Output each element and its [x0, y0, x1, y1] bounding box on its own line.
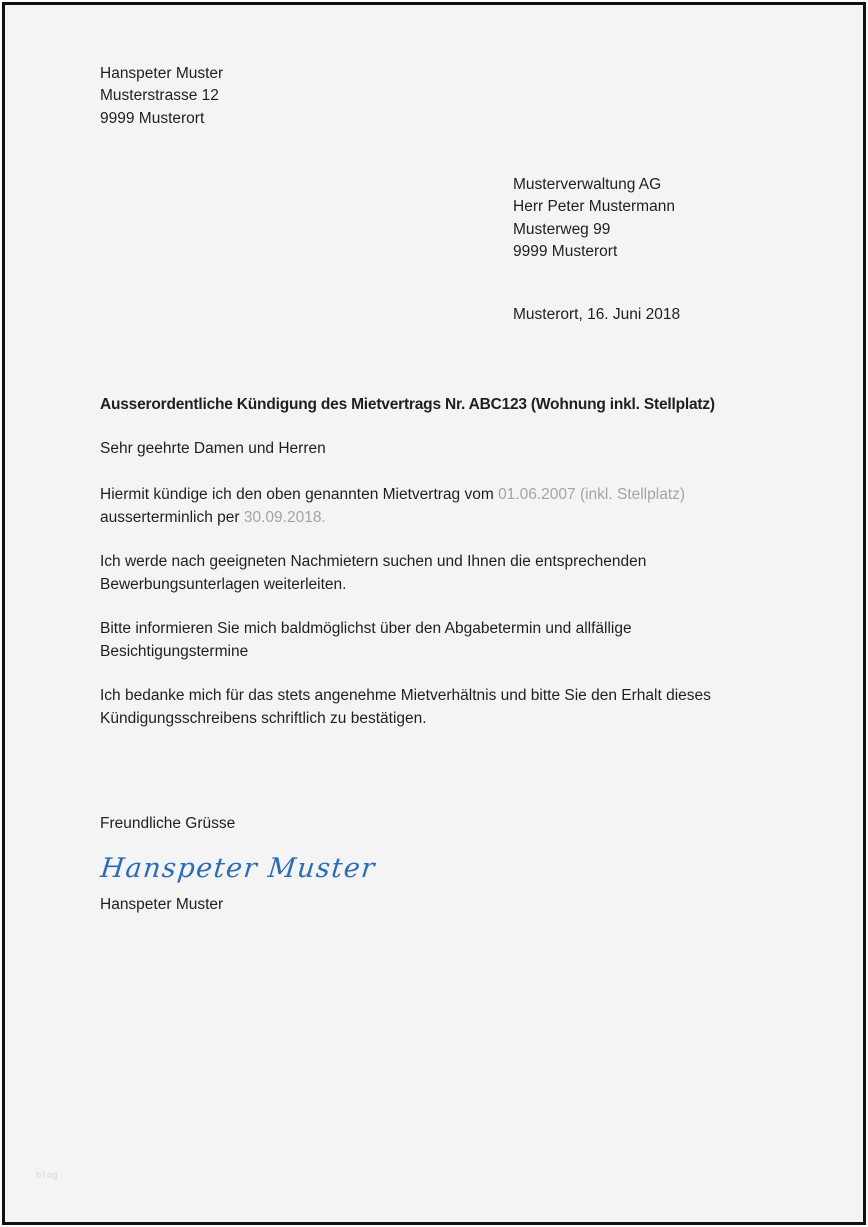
- paragraph-line: Besichtigungstermine: [100, 643, 249, 660]
- recipient-address-block: [513, 174, 675, 263]
- watermark-text: blog: [36, 1171, 58, 1181]
- paragraph-line: Bewerbungsunterlagen weiterleiten.: [100, 576, 347, 593]
- p1-highlight-termination-date: 30.09.2018.: [243, 509, 326, 526]
- sender-city: 9999 Musterort: [100, 109, 205, 127]
- paragraph-termine: [100, 617, 760, 663]
- recipient-person: Herr Peter Mustermann: [513, 198, 675, 216]
- paragraph-line: Ich bedanke mich für das stets angenehme Mietverhältnis und bitte Sie den Erhalt dieses: [100, 687, 711, 704]
- sender-address-block: [100, 63, 223, 130]
- paragraph-line: Kündigungsschreibens schriftlich zu bestätigen.: [100, 710, 427, 727]
- p1-text-1: Hiermit kündige ich den oben genannten Mietvertrag vom: [100, 486, 499, 503]
- sender-street: Musterstrasse 12: [100, 87, 219, 105]
- recipient-street: Musterweg 99: [513, 220, 611, 238]
- paragraph-termination: [100, 483, 760, 529]
- paragraph-line: Bitte informieren Sie mich baldmöglichst über den Abgabetermin und allfällige: [100, 620, 632, 637]
- paragraph-line: Ich werde nach geeigneten Nachmietern suchen und Ihnen die entsprechenden: [100, 553, 647, 570]
- subject-line: Ausserordentliche Kündigung des Mietvertrags Nr. ABC123 (Wohnung inkl. Stellplatz): [100, 396, 715, 413]
- p1-text-2: ausserterminlich per: [100, 509, 244, 526]
- recipient-city: 9999 Musterort: [513, 242, 618, 260]
- handwritten-signature: Hanspeter Muster: [99, 853, 378, 884]
- paragraph-line: [100, 506, 760, 529]
- closing-greeting: Freundliche Grüsse: [100, 815, 236, 832]
- paragraph-nachmieter: [100, 550, 760, 596]
- paragraph-line: [100, 483, 760, 506]
- p1-highlight-contract-date: 01.06.2007 (inkl. Stellplatz): [498, 486, 686, 503]
- salutation: Sehr geehrte Damen und Herren: [100, 440, 326, 457]
- paragraph-dank: [100, 684, 760, 730]
- letter-body: [100, 483, 760, 751]
- sender-name: Hanspeter Muster: [100, 65, 224, 82]
- recipient-company: Musterverwaltung AG: [513, 176, 662, 193]
- date-line: Musterort, 16. Juni 2018: [513, 306, 681, 323]
- signature-typed-name: Hanspeter Muster: [100, 896, 224, 913]
